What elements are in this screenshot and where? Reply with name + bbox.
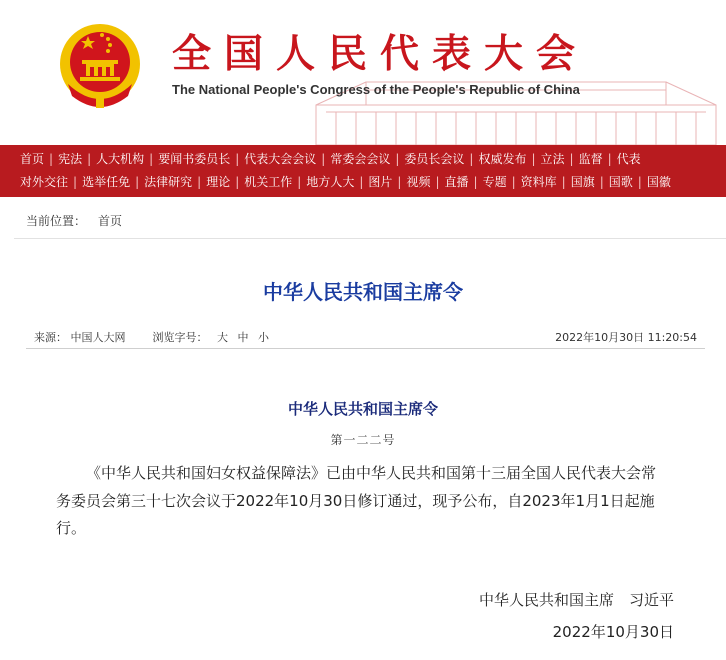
publish-timestamp: 2022年10月30日 11:20:54 <box>555 331 697 344</box>
site-title-english: The National People's Congress of the People's Republic of China <box>172 82 580 97</box>
nav-item-legal-research[interactable]: 法律研究 <box>144 175 193 189</box>
nav-item-pictures[interactable]: 图片 <box>368 175 393 189</box>
nav-separator: | <box>235 175 240 189</box>
nav-separator: | <box>435 175 440 189</box>
font-size-medium-button[interactable]: 中 <box>237 331 249 344</box>
nav-separator: | <box>321 152 326 166</box>
nav-item-live[interactable]: 直播 <box>444 175 469 189</box>
nav-item-deputies[interactable]: 代表 <box>616 152 641 166</box>
nav-separator: | <box>397 175 402 189</box>
nav-item-video[interactable]: 视频 <box>406 175 431 189</box>
site-title[interactable]: 全国人民代表大会 <box>172 31 589 77</box>
nav-separator: | <box>297 175 302 189</box>
font-size-small-button[interactable]: 小 <box>258 331 269 344</box>
nav-row-1 <box>20 148 641 170</box>
nav-item-theory[interactable]: 理论 <box>206 175 231 189</box>
nav-item-supervision[interactable]: 监督 <box>578 152 603 166</box>
article-body: 《中华人民共和国妇女权益保障法》已由中华人民共和国第十三届全国人民代表大会常务委员会第三十七次会议于2022年10月30日修订通过，现予公布，自2023年1月1日起施行。 <box>56 464 657 537</box>
breadcrumb-home-link[interactable]: 首页 <box>98 214 123 228</box>
nav-separator: | <box>87 152 92 166</box>
nav-separator: | <box>569 152 574 166</box>
nav-item-national-anthem[interactable]: 国歌 <box>608 175 633 189</box>
nav-separator: | <box>511 175 516 189</box>
nav-separator: | <box>637 175 642 189</box>
breadcrumb <box>26 212 122 229</box>
nav-separator: | <box>235 152 240 166</box>
nav-item-foreign-exchange[interactable]: 对外交往 <box>20 175 69 189</box>
nav-separator: | <box>359 175 364 189</box>
nav-item-database[interactable]: 资料库 <box>520 175 557 189</box>
nav-separator: | <box>135 175 140 189</box>
nav-item-local-congress[interactable]: 地方人大 <box>306 175 355 189</box>
nav-separator: | <box>149 152 154 166</box>
nav-item-elections[interactable]: 选举任免 <box>82 175 131 189</box>
nav-separator: | <box>395 152 400 166</box>
meta-left <box>34 328 269 348</box>
nav-item-topics[interactable]: 专题 <box>482 175 507 189</box>
nav-item-legislation[interactable]: 立法 <box>540 152 565 166</box>
article-title: 中华人民共和国主席令 <box>263 280 463 304</box>
signing-date: 2022年10月30日 <box>552 623 674 641</box>
font-size-large-button[interactable]: 大 <box>217 331 228 344</box>
nav-item-congress-sessions[interactable]: 代表大会会议 <box>244 152 317 166</box>
nav-separator: | <box>561 175 566 189</box>
nav-separator: | <box>197 175 202 189</box>
order-title: 中华人民共和国主席令 <box>287 400 438 418</box>
nav-separator: | <box>531 152 536 166</box>
nav-separator: | <box>469 152 474 166</box>
national-emblem-icon <box>58 22 142 110</box>
nav-item-chairman-news[interactable]: 要闻书委员长 <box>158 152 231 166</box>
order-number: 第一二二号 <box>330 433 396 447</box>
signer: 中华人民共和国主席 习近平 <box>478 591 674 609</box>
site-header <box>0 0 726 145</box>
nav-item-releases[interactable]: 权威发布 <box>478 152 527 166</box>
nav-separator: | <box>73 175 78 189</box>
nav-row-2 <box>20 171 671 193</box>
nav-item-standing-committee[interactable]: 常委会会议 <box>330 152 391 166</box>
font-size-label: 浏览字号： <box>152 331 208 344</box>
nav-item-constitution[interactable]: 宪法 <box>58 152 83 166</box>
nav-item-home[interactable]: 首页 <box>20 152 45 166</box>
breadcrumb-label: 当前位置： <box>26 214 87 228</box>
main-nav <box>0 145 726 197</box>
source-label: 来源： <box>34 331 67 344</box>
nav-item-agency-work[interactable]: 机关工作 <box>244 175 293 189</box>
nav-separator: | <box>599 175 604 189</box>
nav-separator: | <box>49 152 54 166</box>
nav-separator: | <box>607 152 612 166</box>
nav-item-chairmen-council[interactable]: 委员长会议 <box>404 152 465 166</box>
article-meta-bar <box>26 328 705 349</box>
nav-separator: | <box>473 175 478 189</box>
nav-item-national-emblem[interactable]: 国徽 <box>646 175 671 189</box>
nav-item-npc-organs[interactable]: 人大机构 <box>96 152 145 166</box>
divider <box>14 238 726 239</box>
nav-item-national-flag[interactable]: 国旗 <box>570 175 595 189</box>
source-value: 中国人大网 <box>70 331 126 344</box>
